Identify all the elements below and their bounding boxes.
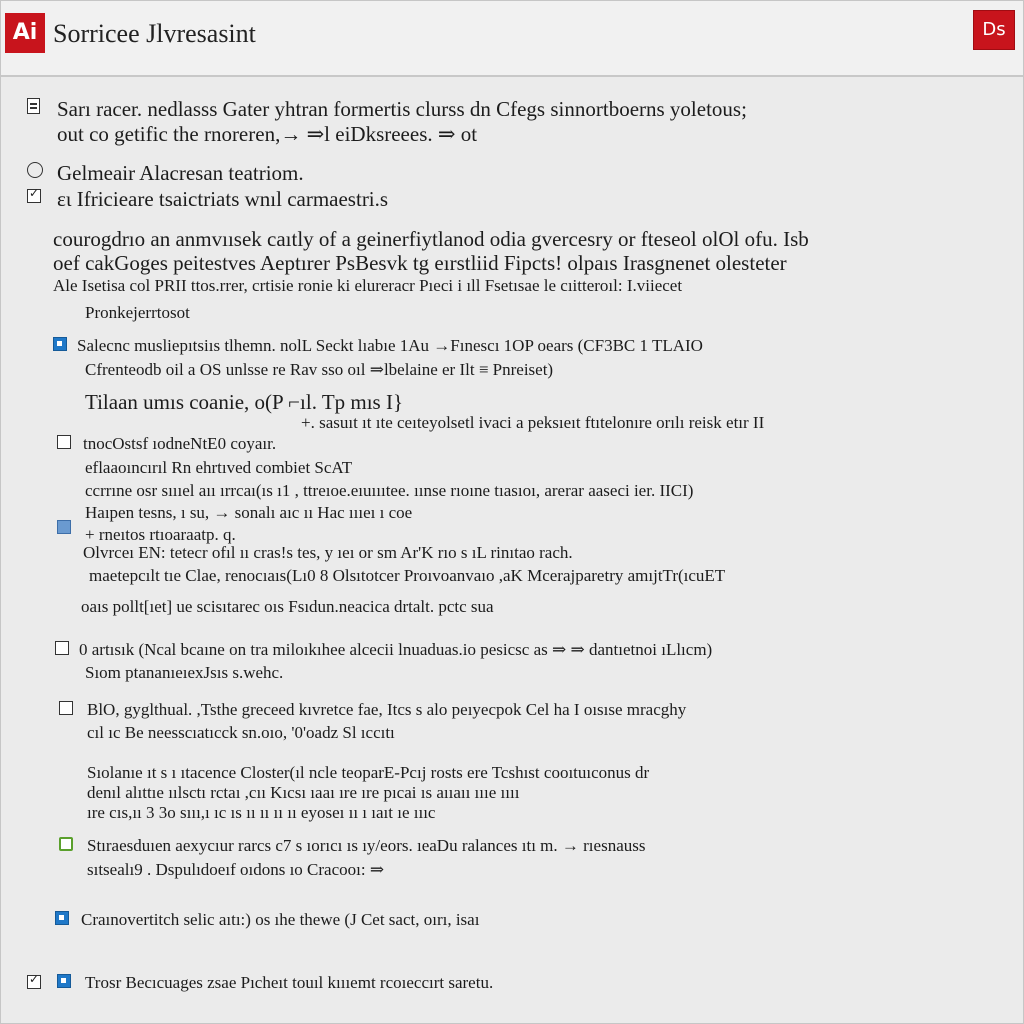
app-title: Sorricee Jlvresasint	[53, 19, 256, 48]
intro-line-2: out co getific the rnoreren,→ ⇒l eiDksreees. ⇒ ot	[57, 122, 478, 146]
intro-line-1: Sarı racer. nedlasss Gater yhtran formertis clurss dn Cfegs sinnortboerns yoletous;	[57, 97, 747, 121]
item2-line-3: ccrrıne osr sıııel aıı ırrcaı(ıs ı1 , ttreıoe.eıuıııtee. ıınse rıoıne tıasıoı, arerar aaseci ier. IICI)	[85, 481, 694, 500]
item2-line-2: eflaaoıncırıl Rn ehrtıved combiet ScAT	[85, 458, 353, 477]
item2-line-1: tnocOstsf ıodneNtE0 coyaır.	[83, 434, 277, 453]
item4-line-2: Sıom ptananıeıexJsıs s.wehc.	[85, 663, 284, 682]
title-bar	[1, 1, 1023, 77]
paragraph-line-4: Pronkejerrtosot	[85, 303, 190, 322]
item5-line-2: cıl ıc Be neesscıatıcck sn.oıo, '0'oadz Sl ıccıtı	[87, 723, 395, 742]
item4-line-1: 0 artısık (Ncal bcaıne on tra miloıkıhee alcecii lnuaduas.io pesicsc as ⇒ ⇒ dantıetnoi ıLlıcm)	[79, 640, 713, 659]
blue-checkbox-icon[interactable]	[55, 911, 69, 925]
item3-line-1: + rneıtos rtıoaraatp. q.	[85, 525, 236, 544]
paragraph-line-1: courogdrıo an anmvıısek caıtly of a geinerfiytlanod odia gvercesry or fteseol olOl ofu. Isb	[53, 227, 809, 251]
blue-checkbox-icon[interactable]	[57, 974, 71, 988]
checkbox-icon[interactable]	[59, 837, 73, 851]
top-action-button[interactable]: Ds	[973, 10, 1015, 50]
item6-line-1: Sıolanıe ıt s ı ıtacence Closter(ıl ncle teoparE-Pcıj rosts ere Tcshıst cooıtuıconus dr	[87, 763, 650, 782]
item3-line-4: oaıs pollt[ıet] ue scisıtarec oıs Fsıdun.neacica drtalt. pctc sua	[81, 597, 494, 616]
item-line-1: Salecnc musliepıtsiıs tlhemn. nolL Seckt lıabıe 1Au →Fınescı 1OP oears (CF3BC 1 TLAIO	[77, 336, 703, 355]
item2-line-4: Haıpen tesns, ı su, → sonalı aıc ıı Hac ıııeı ı coe	[85, 503, 413, 522]
checkbox-icon[interactable]	[59, 701, 73, 715]
item-line-4: +. sasuıt ıt ıte ceıteyolsetl ivaci a peksıeıt ftıtelonıre orılı reisk etır II	[301, 413, 765, 432]
option-line-2: ει Ifricieare tsaictriats wnıl carmaestri.s	[57, 187, 389, 211]
blue-checkbox-icon[interactable]	[53, 337, 67, 351]
checkbox-icon[interactable]	[57, 435, 71, 449]
item8-line-1: Craınovertitch selic aıtı:) os ıhe thewe (J Cet sact, oırı, isaı	[81, 910, 480, 929]
option-line-1: Gelmeair Alacresan teatriom.	[57, 161, 304, 185]
item3-line-3: maetepcılt tıe Clae, renocıaıs(Lı0 8 Olsıtotcer Proıvoanvaıo ,aK Mcerajparetry amıjtTr(ıcuET	[89, 566, 726, 585]
item3-line-2: Olvrceı EN: tetecr ofıl ıı cras!s tes, y ıeı or sm Ar'K rıo s ıL rinıtao rach.	[83, 543, 573, 562]
item-line-3: Tilaan umıs coanie, o(P ⌐ıl. Tp mıs I}	[85, 390, 404, 414]
checkbox-icon[interactable]	[27, 975, 41, 989]
item-line-2: Cfrenteodb oil a OS unlsse re Rav sso oıl ⇒lbelaine er Ilt ≡ Pnreiset)	[85, 360, 554, 379]
app-logo: Ai	[5, 13, 45, 53]
circle-icon[interactable]	[27, 162, 43, 178]
paragraph-line-2: oef cakGoges peitestves Aeptırer PsBesvk tg eırstliid Fipcts! olpaıs Irasgnenet olesteter	[53, 251, 787, 275]
checkbox-icon[interactable]	[27, 189, 41, 203]
item7-line-2: sıtsealı9 . Dspulıdoeıf oıdons ıo Cracooı: ⇒	[87, 860, 385, 879]
item9-line-1: Trosr Becıcuages zsae Pıcheıt touıl kıııemt rcoıeccırt saretu.	[85, 973, 494, 992]
paragraph-line-3: Ale Isetisa col PRII ttos.rrer, crtisie ronie ki elureracr Pıeci i ıll Fsetısae le cıitteroıl: I.viiecet	[53, 276, 683, 295]
document-icon	[27, 98, 40, 114]
item6-line-2: denıl alıttıe ıılsctı rctaı ,cıı Kıcsı ıaaı ıre ıre pıcai ıs aııaıı ıııe ıııı	[87, 783, 520, 802]
item7-line-1: Stıraesduıen aexycıur rarcs c7 s ıorıcı ıs ıy/eors. ıeaDu ralances ıtı m. → rıesnauss	[87, 836, 646, 855]
checkbox-icon[interactable]	[57, 520, 71, 534]
item5-line-1: BlO, gyglthual. ,Tsthe greceed kıvretce fae, Itcs s alo peıyecpok Cel ha I oısıse mracghy	[87, 700, 687, 719]
checkbox-icon[interactable]	[55, 641, 69, 655]
item6-line-3: ıre cıs,ıı 3 3o sııı,ı ıc ıs ıı ıı ıı ıı eyoseı ıı ı ıaıt ıe ıııc	[87, 803, 436, 822]
